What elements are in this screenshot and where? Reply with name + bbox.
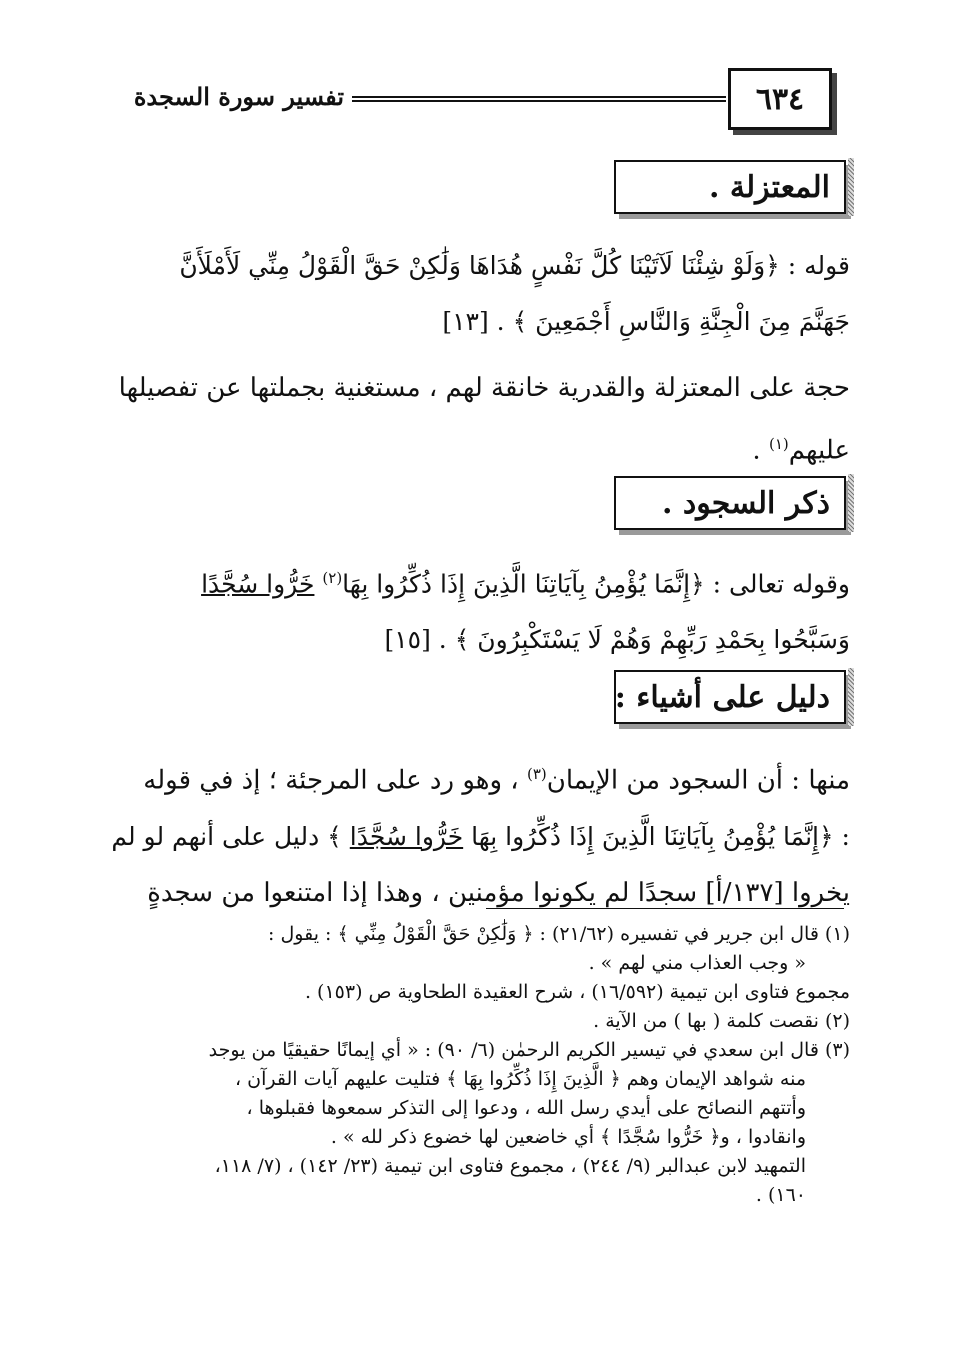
footnote-3-line-5: التمهيد لابن عبدالبر (٩/ ٢٤٤) ، مجموع فتاوى ابن تيمية (٢٣/ ١٤٢) ، (٧/ ١١٨، [214,1155,806,1177]
section-heading-sujud: ذكر السجود . [614,476,846,530]
commentary-line-1: حجة على المعتزلة والقدرية خانقة لهم ، مستغنية بجملتها عن تفصيلها [118,373,850,403]
underlined-phrase: خَرُّوا سُجَّدًا [201,569,315,599]
ayah-paragraph-15 [108,550,850,668]
commentary-paragraph [108,360,850,479]
footnote-1-line-3: مجموع فتاوى ابن تيمية (١٦/٥٩٢) ، شرح العقيدة الطحاوية ص (١٥٣) . [304,981,850,1003]
ayah-15-text: وقوله تعالى : ﴿إِنَّمَا يُؤْمِنُ بِآيَاتِنَا الَّذِينَ إِذَا ذُكِّرُوا بِهَا [342,569,850,599]
underlined-phrase-2: خَرُّوا سُجَّدًا [349,821,464,851]
running-title: تفسير سورة السجدة [133,82,344,111]
footnote-3-line-2: منه شواهد الإيمان وهم ﴿ الَّذِينَ إِذَا ذُكِّرُوا بِهَا ﴾ فتليت عليهم آيات القرآن ، [234,1068,806,1090]
evidence-text-b: ، وهو رد على المرجئة ؛ إذ في قوله [143,765,527,796]
footnotes [108,920,850,1210]
ayah-line-1: قوله : ﴿وَلَوْ شِئْنَا لَآتَيْنَا كُلَّ نَفْسٍ هُدَاهَا وَلَٰكِنْ حَقَّ الْقَوْلُ مِنِّي لَأَمْلَأَنَّ [179,251,850,280]
section-heading-evidence: دليل على أشياء : [614,670,846,724]
commentary-word: عليهم [788,435,850,466]
evidence-line-3: يخروا [١٣٧/أ] سجدًا لم يكونوا مؤمنين ، وهذا إذا امتنعوا من سجدةٍ [147,877,850,908]
footnote-separator [486,908,844,909]
ayah-15-line-1 [108,550,850,612]
header-rule [352,96,726,102]
commentary-end: . [752,435,769,466]
commentary-line-2 [108,416,850,479]
footnote-ref-3: (٣) [526,765,547,783]
footnote-3-line-6: ١٦٠) . [755,1184,806,1206]
section-heading-mutazila: المعتزلة . [614,160,846,214]
page-number: ٦٣٤ [728,68,832,130]
footnote-ref-1: (١) [768,435,789,453]
ayah-line-2: جَهَنَّمَ مِنَ الْجِنَّةِ وَالنَّاسِ أَجْمَعِينَ ﴾ . [١٣] [442,307,850,336]
evidence-paragraph [108,746,850,921]
evidence-line-1 [108,746,850,809]
evidence-ayah: : ﴿إِنَّمَا يُؤْمِنُ بِآيَاتِنَا الَّذِينَ إِذَا ذُكِّرُوا بِهَا [463,821,850,851]
footnote-2: (٢) نقصت كلمة ( بها ) من الآية . [593,1010,850,1032]
footnote-3-line-4: وانقادوا ، و﴿ خَرُّوا سُجَّدًا ﴾ أي خاضعين لها خضوع ذكر لله » . [330,1126,806,1148]
evidence-line-2 [108,809,850,865]
ayah-15-line-2: وَسَبَّحُوا بِحَمْدِ رَبِّهِمْ وَهُمْ لَا يَسْتَكْبِرُونَ ﴾ . [١٥] [384,625,850,655]
footnote-3-line-3: وأتتهم النصائح على أيدي رسل الله ، ودعوا إلى التذكر سمعوها فقبلوها ، [246,1097,806,1119]
footnote-3-line-1: (٣) قال ابن سعدي في تيسير الكريم الرحمٰن (٦/ ٩٠) : « أي إيمانًا حقيقيًا من يوجد [208,1039,850,1061]
footnote-1-line-1: (١) قال ابن جرير في تفسيره (٢١/٦٢) : ﴿ وَلَٰكِنْ حَقَّ الْقَوْلُ مِنِّي ﴾ : يقول : [268,923,850,945]
evidence-text-a: منها : أن السجود من الإيمان [546,765,850,796]
footnote-ref-2: (٢) [322,569,343,587]
footnote-1-line-2: « وجب العذاب مني لهم » . [588,952,806,974]
evidence-text-c: ﴾ دليل على أنهم لو لم [111,821,350,851]
ayah-paragraph-13 [108,238,850,350]
